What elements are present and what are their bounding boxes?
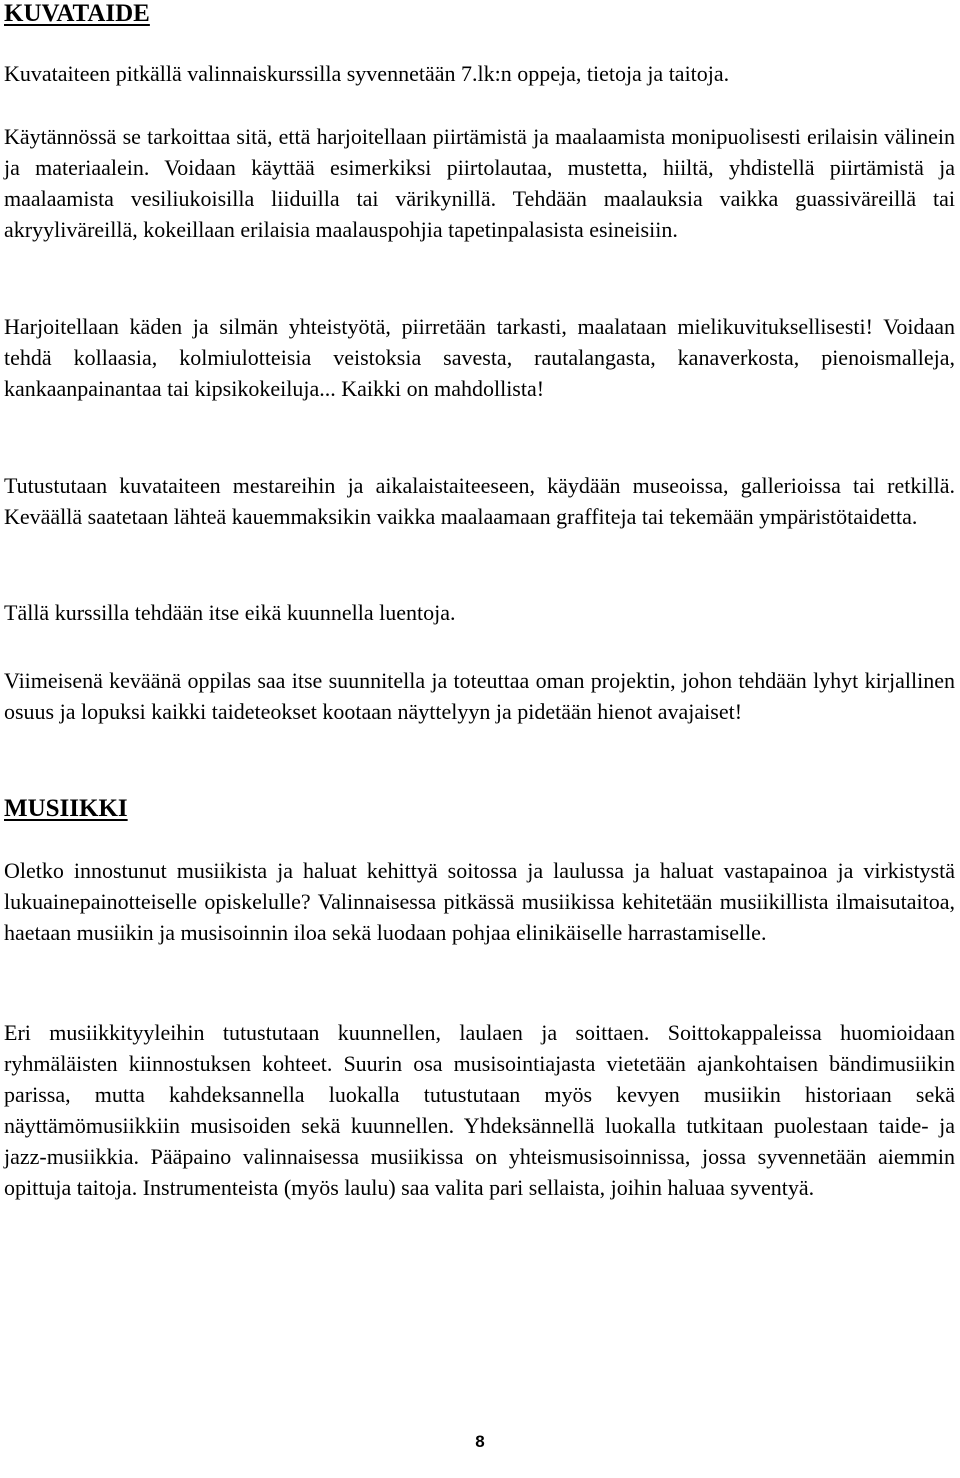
kuvataide-paragraph-2: Käytännössä se tarkoittaa sitä, että harjoitellaan piirtämistä ja maalaamista monipuolisesti erilaisin välinein ja materiaalein. Voidaan käyttää esimerkiksi piirtolautaa, mustetta, hiiltä, yhdistellä piirtämistä ja maalaamista vesiliukoisilla liiduilla tai värikynillä. Tehdään maalauksia vaikka guassiväreillä tai akryyliväreillä, kokeillaan erilaisia maalauspohjia tapetinpalasista esineisiin. [4, 124, 955, 242]
kuvataide-paragraph-3: Harjoitellaan käden ja silmän yhteistyötä, piirretään tarkasti, maalataan mielikuvituksellisesti! Voidaan tehdä kollaasia, kolmiulotteisia veistoksia savesta, rautalangasta, kanaverkosta, pienoismalleja, kankaanpainantaa tai kipsikokeiluja... Kaikki on mahdollista! [4, 314, 955, 401]
musiikki-paragraph-1: Oletko innostunut musiikista ja haluat kehittyä soitossa ja laulussa ja haluat vastapainoa ja virkistystä lukuainepainotteiselle opiskelulle? Valinnaisessa pitkässä musiikissa kehitetään musiikillista ilmaisutaitoa, haetaan musiikin ja musisoinnin iloa sekä luodaan pohjaa elinikäiselle harrastamiselle. [4, 858, 955, 945]
kuvataide-paragraph-6: Viimeisenä keväänä oppilas saa itse suunnitella ja toteuttaa oman projektin, johon tehdään lyhyt kirjallinen osuus ja lopuksi kaikki taideteokset kootaan näyttelyyn ja pidetään hienot avajaiset! [4, 668, 955, 724]
kuvataide-paragraph-4: Tutustutaan kuvataiteen mestareihin ja aikalaistaiteeseen, käydään museoissa, gallerioissa tai retkillä. Keväällä saatetaan lähteä kauemmaksikin vaikka maalaamaan graffiteja tai tekemään ympäristötaidetta. [4, 473, 955, 529]
kuvataide-paragraph-5: Tällä kurssilla tehdään itse eikä kuunnella luentoja. [4, 600, 456, 625]
section-heading-kuvataide: KUVATAIDE [4, 0, 150, 27]
page-number: 8 [475, 1432, 485, 1451]
section-heading-musiikki: MUSIIKKI [4, 795, 128, 822]
kuvataide-paragraph-1: Kuvataiteen pitkällä valinnaiskurssilla syvennetään 7.lk:n oppeja, tietoja ja taitoja. [4, 61, 730, 86]
musiikki-paragraph-2: Eri musiikkityyleihin tutustutaan kuunnellen, laulaen ja soittaen. Soittokappaleissa huomioidaan ryhmäläisten kiinnostuksen kohteet. Suurin osa musisointiajasta vietetään ajankohtaisen bändimusiikin parissa, mutta kahdeksannella luokalla tutustutaan myös kevyen musiikin historiaan sekä näyttämömusiikkiin musisoiden sekä kuunnellen. Yhdeksännellä luokalla tutkitaan puolestaan taide- ja jazz-musiikkia. Pääpaino valinnaisessa musiikissa on yhteismusisoinnissa, jossa syvennetään aiemmin opittuja taitoja. Instrumenteista (myös laulu) saa valita pari sellaista, joihin haluaa syventyä. [4, 1020, 955, 1200]
